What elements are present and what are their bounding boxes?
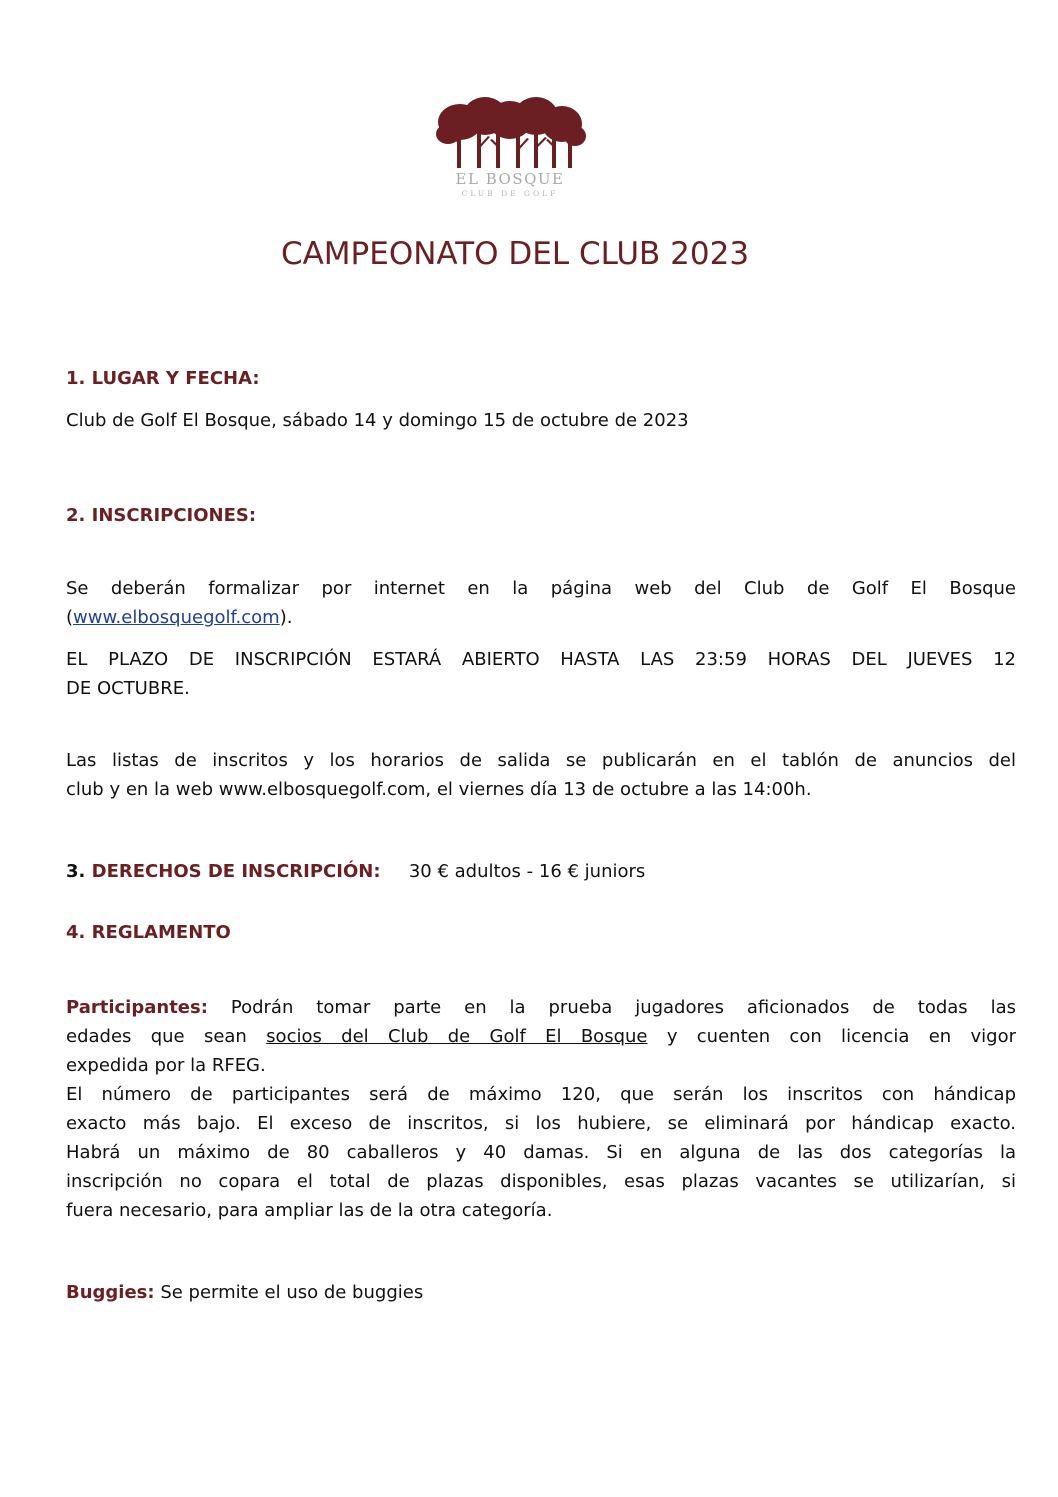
- section-title: REGLAMENTO: [91, 922, 231, 943]
- paren-open: (: [66, 607, 74, 628]
- paragraph-line: edades que sean socios del Club de Golf El Bosque y cuenten con licencia en vigor: [66, 1026, 1016, 1047]
- socios-underlined: socios del Club de Golf El Bosque: [266, 1026, 648, 1047]
- paragraph-line: EL PLAZO DE INSCRIPCIÓN ESTARÁ ABIERTO HASTA LAS 23:59 HORAS DEL JUEVES 12: [66, 649, 1016, 670]
- buggies-label: Buggies:: [66, 1282, 155, 1303]
- lugar-text: Club de Golf El Bosque, sábado 14 y domingo 15 de octubre de 2023: [66, 410, 689, 431]
- logo-subtitle: CLUB DE GOLF: [461, 189, 559, 198]
- paragraph-line: Habrá un máximo de 80 caballeros y 40 damas. Si en alguna de las dos categorías la: [66, 1142, 1016, 1163]
- section-number: 1.: [66, 368, 86, 389]
- paragraph-line: Participantes: Podrán tomar parte en la prueba jugadores aficionados de todas las: [66, 997, 1016, 1018]
- section-inscripciones-heading: [66, 505, 256, 526]
- club-logo: [430, 96, 590, 206]
- section-title: INSCRIPCIONES:: [91, 505, 257, 526]
- paragraph-line: Las listas de inscritos y los horarios de salida se publicarán en el tablón de anuncios del: [66, 750, 1016, 771]
- paragraph-line: fuera necesario, para ampliar las de la otra categoría.: [66, 1200, 553, 1221]
- participantes-paragraph: [66, 993, 1016, 1225]
- logo-name: EL BOSQUE: [455, 170, 565, 188]
- section-lugar-heading: [66, 368, 260, 389]
- paragraph-line: inscripción no copara el total de plazas disponibles, esas plazas vacantes se utilizarían, si: [66, 1171, 1016, 1192]
- paragraph-line: DE OCTUBRE.: [66, 678, 190, 699]
- inscripciones-paragraph-3: [66, 746, 1016, 804]
- buggies-paragraph: [66, 1278, 1016, 1307]
- paragraph-line: expedida por la RFEG.: [66, 1055, 266, 1076]
- inscripciones-paragraph-2: [66, 645, 1016, 703]
- trees-icon: [430, 96, 590, 170]
- inscripciones-paragraph-1: [66, 574, 1016, 632]
- section-number: 2.: [66, 505, 86, 526]
- paren-close: ).: [279, 607, 293, 628]
- section-title: LUGAR Y FECHA:: [91, 368, 260, 389]
- section-derechos-heading: [66, 861, 645, 882]
- document-title: CAMPEONATO DEL CLUB 2023: [280, 236, 750, 272]
- buggies-text: Se permite el uso de buggies: [160, 1282, 424, 1303]
- paragraph-line: El número de participantes será de máximo 120, que serán los inscritos con hándicap: [66, 1084, 1016, 1105]
- section-reglamento-heading: [66, 922, 231, 943]
- paragraph-line: club y en la web www.elbosquegolf.com, el viernes día 13 de octubre a las 14:00h.: [66, 779, 812, 800]
- section-number: 3.: [66, 861, 86, 882]
- paragraph-line: [66, 603, 1016, 632]
- participantes-label: Participantes:: [66, 997, 208, 1018]
- fees-text: 30 € adultos - 16 € juniors: [408, 861, 646, 882]
- paragraph-line: Se deberán formalizar por internet en la página web del Club de Golf El Bosque: [66, 578, 1016, 599]
- club-website-link[interactable]: www.elbosquegolf.com: [73, 607, 280, 628]
- section-title: DERECHOS DE INSCRIPCIÓN:: [91, 861, 381, 882]
- paragraph-line: exacto más bajo. El exceso de inscritos, si los hubiere, se eliminará por hándicap exacto.: [66, 1113, 1016, 1134]
- section-number: 4.: [66, 922, 86, 943]
